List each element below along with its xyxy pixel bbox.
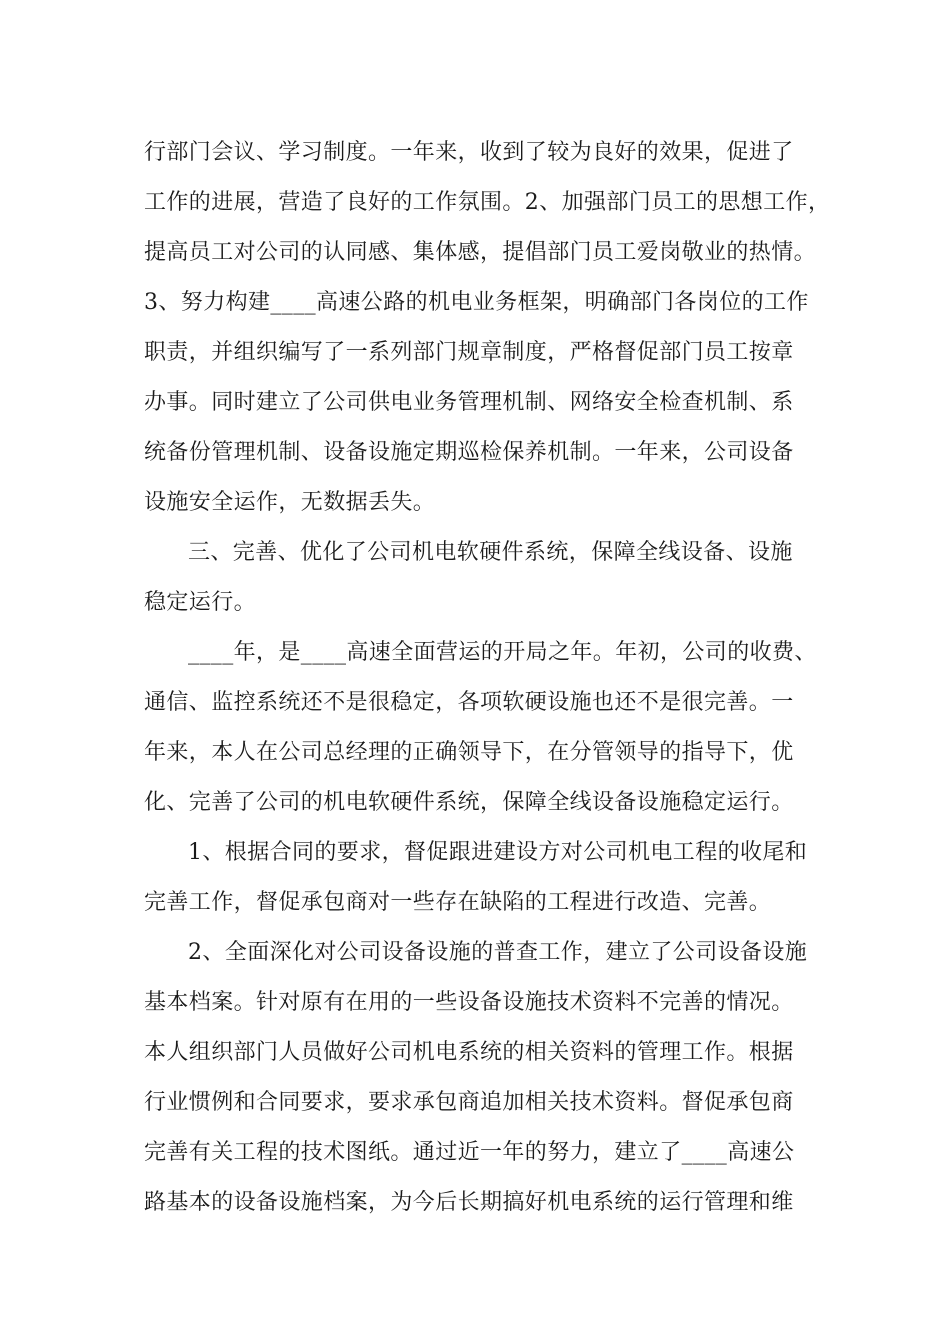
text-line: 统备份管理机制、设备设施定期巡检保养机制。一年来，公司设备 — [144, 440, 794, 465]
text-line: 3、努力构建____高速公路的机电业务框架，明确部门各岗位的工作 — [144, 290, 809, 315]
text-line: 完善有关工程的技术图纸。通过近一年的努力，建立了____高速公 — [144, 1140, 795, 1165]
section-heading-line: 稳定运行。 — [144, 590, 257, 615]
text-line: 完善工作，督促承包商对一些存在缺陷的工程进行改造、完善。 — [144, 890, 772, 915]
text-line: 设施安全运作，无数据丢失。 — [144, 490, 436, 515]
text-line: ____年，是____高速全面营运的开局之年。年初，公司的收费、 — [188, 640, 817, 665]
text-line: 路基本的设备设施档案，为今后长期搞好机电系统的运行管理和维 — [144, 1190, 794, 1215]
text-line: 行业惯例和合同要求，要求承包商追加相关技术资料。督促承包商 — [144, 1090, 794, 1115]
text-line: 化、完善了公司的机电软硬件系统，保障全线设备设施稳定运行。 — [144, 790, 794, 815]
body-text — [144, 128, 831, 1228]
text-line: 基本档案。针对原有在用的一些设备设施技术资料不完善的情况。 — [144, 990, 794, 1015]
text-line: 1、根据合同的要求，督促跟进建设方对公司机电工程的收尾和 — [188, 840, 808, 865]
text-line: 年来，本人在公司总经理的正确领导下，在分管领导的指导下，优 — [144, 740, 794, 765]
text-line: 2、全面深化对公司设备设施的普查工作，建立了公司设备设施 — [188, 940, 808, 965]
text-line: 工作的进展，营造了良好的工作氛围。2、加强部门员工的思想工作， — [144, 190, 831, 215]
text-line: 本人组织部门人员做好公司机电系统的相关资料的管理工作。根据 — [144, 1040, 794, 1065]
text-line: 办事。同时建立了公司供电业务管理机制、网络安全检查机制、系 — [144, 390, 794, 415]
section-heading-line: 三、完善、优化了公司机电软硬件系统，保障全线设备、设施 — [188, 540, 793, 565]
text-line: 提高员工对公司的认同感、集体感，提倡部门员工爱岗敬业的热情。 — [144, 240, 817, 265]
text-line: 通信、监控系统还不是很稳定，各项软硬设施也还不是很完善。一 — [144, 690, 794, 715]
text-line: 职责，并组织编写了一系列部门规章制度，严格督促部门员工按章 — [144, 340, 794, 365]
text-line: 行部门会议、学习制度。一年来，收到了较为良好的效果，促进了 — [144, 140, 794, 165]
